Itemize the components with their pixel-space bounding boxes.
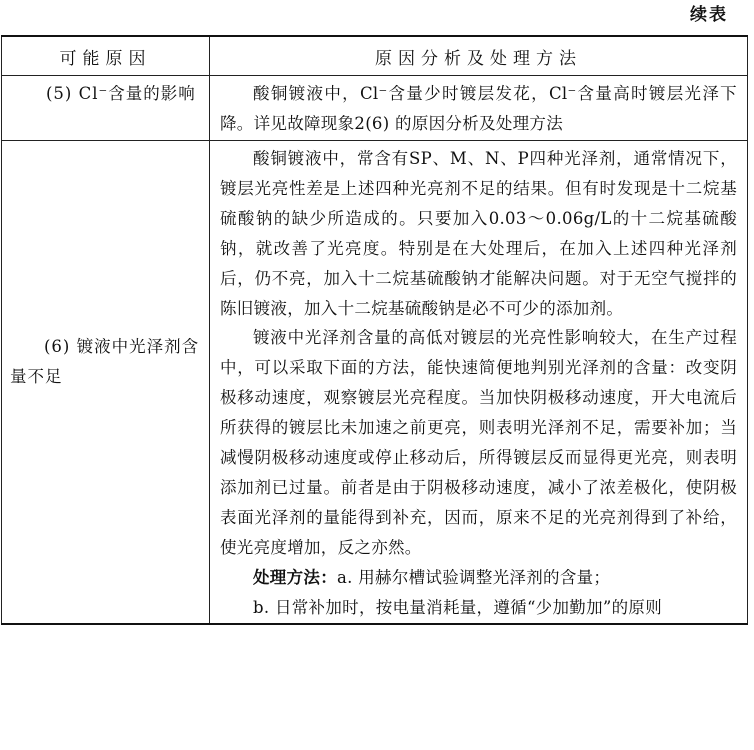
table-row	[2, 141, 748, 624]
cause-analysis-table	[1, 35, 748, 625]
analysis-paragraph: 酸铜镀液中，Cl⁻含量少时镀层发花，Cl⁻含量高时镀层光泽下降。详见故障现象2(6) 的原因分析及处理方法	[220, 84, 737, 133]
method-label: 处理方法：	[253, 567, 337, 587]
method-a-text: a. 用赫尔槽试验调整光泽剂的含量；	[337, 567, 611, 587]
table-row	[2, 76, 748, 141]
header-cause: 可能原因	[2, 36, 210, 76]
analysis-cell	[210, 141, 748, 624]
cause-text: (5) Cl⁻含量的影响	[46, 84, 196, 103]
table-header-row	[2, 36, 748, 76]
cause-cell	[2, 141, 210, 624]
header-analysis: 原因分析及处理方法	[210, 36, 748, 76]
cause-cell	[2, 76, 210, 141]
cause-text: (6) 镀液中光泽剂含量不足	[10, 336, 200, 386]
analysis-cell	[210, 76, 748, 141]
method-line-b: b. 日常补加时，按电量消耗量，遵循“少加勤加”的原则	[253, 597, 663, 617]
analysis-paragraph: 镀液中光泽剂含量的高低对镀层的光亮性影响较大，在生产过程中，可以采取下面的方法，能快速简便地判别光泽剂的含量：改变阴极移动速度，观察镀层光亮程度。当加快阴极移动速度，开大电流后所获得的镀层比未加速之前更亮，则表明光泽剂不足，需要补加；当减慢阴极移动速度或停止移动后，所得镀层反而显得更光亮，则表明添加剂已过量。前者是由于阴极移动速度，减小了浓差极化，使阴极表面光泽剂的量能得到补充，因而，原来不足的光亮剂得到了补给，使光亮度增加，反之亦然。	[220, 328, 737, 557]
method-line-a	[210, 563, 747, 593]
analysis-paragraph: 酸铜镀液中，常含有SP、M、N、P四种光泽剂，通常情况下，镀层光亮性差是上述四种光亮剂不足的结果。但有时发现是十二烷基硫酸钠的缺少所造成的。只要加入0.03～0.06g/L的十二烷基硫酸钠，就改善了光亮度。特别是在大处理后，在加入上述四种光泽剂后，仍不亮，加入十二烷基硫酸钠才能解决问题。对于无空气搅拌的陈旧镀液，加入十二烷基硫酸钠是必不可少的添加剂。	[220, 149, 737, 318]
continued-table-note: 续表	[690, 5, 728, 25]
